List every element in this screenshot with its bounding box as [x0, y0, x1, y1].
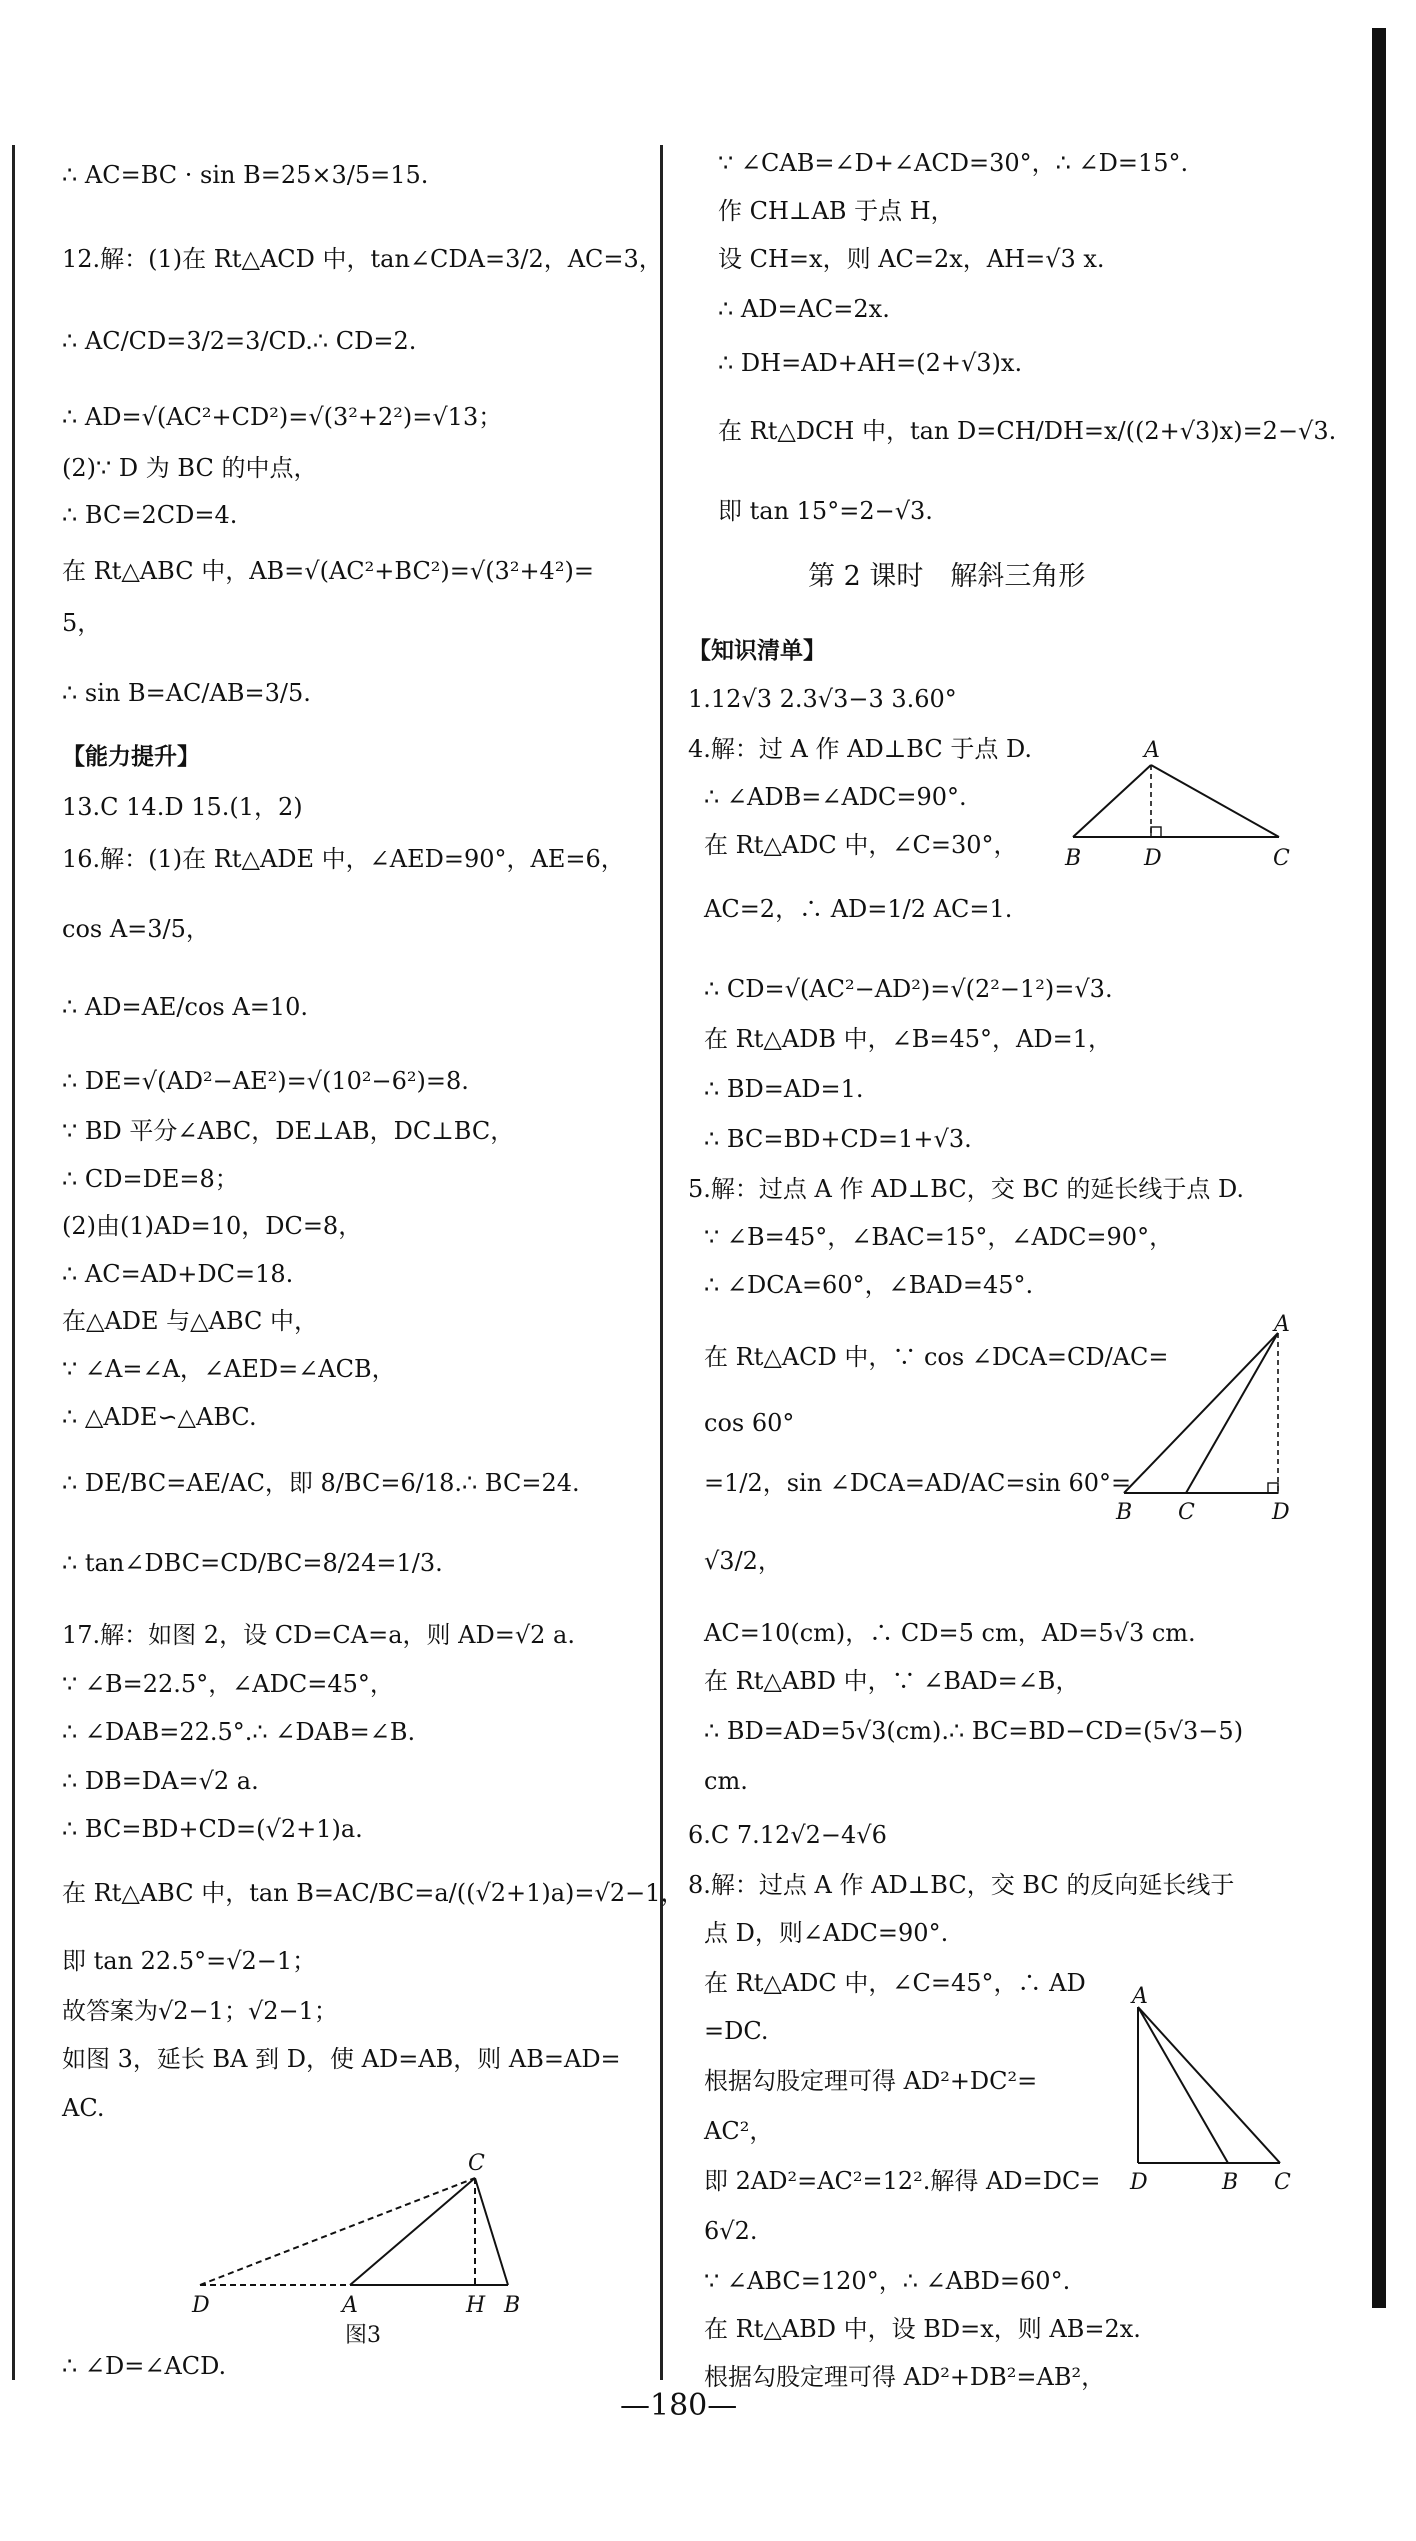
figure-3 [170, 2150, 570, 2350]
left-line: ∴ tan∠DBC=CD/BC=8/24=1/3. [62, 1549, 443, 1577]
label-A: A [1144, 738, 1160, 763]
left-line: ∴ AD=√(AC²+CD²)=√(3²+2²)=√13； [62, 403, 503, 431]
left-line: ∴ DE=√(AD²−AE²)=√(10²−6²)=8. [62, 1067, 469, 1095]
answers-13-15: 13.C 14.D 15.(1，2) [62, 793, 303, 821]
answers-1-3: 1.12√3 2.3√3−3 3.60° [688, 685, 957, 713]
problem-8: 8.解：过点 A 作 AD⊥BC，交 BC 的反向延长线于 [688, 1871, 1235, 1899]
right-line: 点 D，则∠ADC=90°. [704, 1919, 949, 1947]
label-D: D [1144, 846, 1162, 871]
right-line: =DC. [704, 2017, 769, 2045]
right-line: 在 Rt△ADC 中，∠C=30°， [704, 831, 1018, 859]
right-line: 在 Rt△ABD 中，∵ ∠BAD=∠B， [704, 1667, 1080, 1695]
segment-AB [1073, 765, 1151, 837]
figure-problem-5 [1110, 1312, 1310, 1525]
left-line: ∴ BC=2CD=4. [62, 501, 238, 529]
lesson-title: 第 2 课时 解斜三角形 [808, 561, 1086, 592]
right-line: ∴ BC=BD+CD=1+√3. [704, 1125, 972, 1153]
right-line: √3/2， [704, 1547, 782, 1575]
segment-AB [1124, 1333, 1278, 1493]
right-line: ∵ ∠B=45°，∠BAC=15°，∠ADC=90°， [704, 1223, 1174, 1251]
label-A: A [342, 2293, 358, 2318]
left-line: ∴ △ADE∽△ABC. [62, 1403, 257, 1431]
left-line: ∴ ∠D=∠ACD. [62, 2352, 227, 2380]
segment-AC [1138, 2007, 1280, 2163]
segment-DC [200, 2178, 475, 2285]
label-C: C [1274, 2170, 1291, 2195]
right-angle-mark [1151, 827, 1161, 837]
left-line: ∵ ∠A=∠A，∠AED=∠ACB， [62, 1355, 396, 1383]
segment-AB [1138, 2007, 1228, 2163]
right-line: ∴ DH=AD+AH=(2+√3)x. [718, 349, 1023, 377]
right-line: =1/2，sin ∠DCA=AD/AC=sin 60°= [704, 1469, 1132, 1497]
left-line: 如图 3，延长 BA 到 D，使 AD=AB，则 AB=AD= [62, 2045, 621, 2073]
problem-17: 17.解：如图 2，设 CD=CA=a，则 AD=√2 a. [62, 1621, 575, 1649]
left-line: 在△ADE 与△ABC 中， [62, 1307, 319, 1335]
problem-12: 12.解：(1)在 Rt△ACD 中，tan∠CDA=3/2，AC=3， [62, 245, 663, 273]
label-C: C [1178, 1500, 1195, 1525]
left-line: ∴ sin B=AC/AB=3/5. [62, 679, 311, 707]
label-B: B [504, 2293, 521, 2318]
left-line: AC. [62, 2094, 105, 2122]
right-line: 在 Rt△DCH 中，tan D=CH/DH=x/((2+√3)x)=2−√3. [718, 417, 1337, 445]
figure-problem-8 [1110, 1985, 1310, 2195]
label-A: A [1132, 1984, 1148, 2009]
label-C: C [468, 2151, 485, 2176]
right-angle-mark [1268, 1483, 1278, 1493]
right-line: ∵ ∠CAB=∠D+∠ACD=30°，∴ ∠D=15°. [718, 149, 1189, 177]
answers-6-7: 6.C 7.12√2−4√6 [688, 1821, 887, 1849]
problem-16: 16.解：(1)在 Rt△ADE 中，∠AED=90°，AE=6， [62, 845, 625, 873]
problem-5: 5.解：过点 A 作 AD⊥BC，交 BC 的延长线于点 D. [688, 1175, 1245, 1203]
left-line: 在 Rt△ABC 中，tan B=AC/BC=a/((√2+1)a)=√2−1， [62, 1879, 685, 1907]
segment-BC [475, 2178, 508, 2285]
problem-4: 4.解：过 A 作 AD⊥BC 于点 D. [688, 735, 1032, 763]
right-line: 在 Rt△ADB 中，∠B=45°，AD=1， [704, 1025, 1112, 1053]
right-line: 即 tan 15°=2−√3. [718, 497, 933, 525]
right-line: ∴ AD=AC=2x. [718, 295, 890, 323]
left-line: 在 Rt△ABC 中，AB=√(AC²+BC²)=√(3²+4²)= [62, 557, 594, 585]
right-line: 作 CH⊥AB 于点 H， [718, 197, 955, 225]
label-C: C [1273, 846, 1290, 871]
right-line: 在 Rt△ACD 中，∵ cos ∠DCA=CD/AC= [704, 1343, 1169, 1371]
left-line: 5， [62, 609, 102, 637]
page-edge-bar [1372, 28, 1386, 2308]
left-line: (2)由(1)AD=10，DC=8， [62, 1212, 363, 1240]
left-line: ∵ BD 平分∠ABC，DE⊥AB，DC⊥BC， [62, 1117, 515, 1145]
left-line: ∵ ∠B=22.5°，∠ADC=45°， [62, 1670, 394, 1698]
section-heading-ability: 【能力提升】 [62, 744, 200, 770]
left-line: ∴ CD=DE=8； [62, 1165, 239, 1193]
label-H: H [466, 2293, 486, 2318]
right-line: 根据勾股定理可得 AD²+DC²= [704, 2067, 1038, 2095]
right-line: ∵ ∠ABC=120°，∴ ∠ABD=60°. [704, 2267, 1071, 2295]
figure-caption: 图3 [345, 2323, 381, 2348]
right-line: 6√2. [704, 2217, 758, 2245]
label-A: A [1274, 1312, 1290, 1337]
left-line: ∴ AC/CD=3/2=3/CD.∴ CD=2. [62, 327, 417, 355]
left-line: 即 tan 22.5°=√2−1； [62, 1947, 317, 1975]
left-line: ∴ DE/BC=AE/AC，即 8/BC=6/18.∴ BC=24. [62, 1469, 580, 1497]
right-line: ∴ ∠DCA=60°，∠BAD=45°. [704, 1271, 1034, 1299]
left-line: (2)∵ D 为 BC 的中点， [62, 454, 318, 482]
segment-AC [1151, 765, 1279, 837]
right-line: 根据勾股定理可得 AD²+DB²=AB²， [704, 2363, 1106, 2391]
right-line: ∴ CD=√(AC²−AD²)=√(2²−1²)=√3. [704, 975, 1113, 1003]
right-line: 即 2AD²=AC²=12².解得 AD=DC= [704, 2167, 1101, 2195]
right-line: cos 60° [704, 1409, 795, 1437]
column-divider [660, 145, 663, 2380]
right-line: 在 Rt△ABD 中，设 BD=x，则 AB=2x. [704, 2315, 1141, 2343]
label-D: D [192, 2293, 210, 2318]
left-line: ∴ ∠DAB=22.5°.∴ ∠DAB=∠B. [62, 1718, 416, 1746]
right-line: ∴ ∠ADB=∠ADC=90°. [704, 783, 967, 811]
right-line: ∴ BD=AD=5√3(cm).∴ BC=BD−CD=(5√3−5) [704, 1717, 1244, 1745]
left-margin-rule [12, 145, 15, 2380]
label-B: B [1065, 846, 1082, 871]
right-line: cm. [704, 1767, 748, 1795]
label-B: B [1222, 2170, 1239, 2195]
right-line: ∴ BD=AD=1. [704, 1075, 864, 1103]
segment-AC [350, 2178, 475, 2285]
left-line: ∴ AD=AE/cos A=10. [62, 993, 308, 1021]
label-D: D [1130, 2170, 1148, 2195]
left-line: ∴ AC=AD+DC=18. [62, 1260, 294, 1288]
right-line: AC=10(cm)，∴ CD=5 cm，AD=5√3 cm. [704, 1619, 1196, 1647]
right-line: 在 Rt△ADC 中，∠C=45°，∴ AD [704, 1969, 1086, 1997]
right-line: 设 CH=x，则 AC=2x，AH=√3 x. [718, 245, 1105, 273]
right-line: AC²， [704, 2117, 774, 2145]
left-line: ∴ AC=BC · sin B=25×3/5=15. [62, 161, 429, 189]
label-D: D [1272, 1500, 1290, 1525]
left-line: cos A=3/5， [62, 915, 210, 943]
left-line: 故答案为√2−1；√2−1； [62, 1997, 338, 2025]
page-number: —180— [620, 2388, 738, 2423]
label-B: B [1116, 1500, 1133, 1525]
section-heading-knowledge: 【知识清单】 [688, 638, 826, 664]
left-line: ∴ BC=BD+CD=(√2+1)a. [62, 1815, 363, 1843]
figure-problem-4 [1065, 735, 1295, 875]
right-line: AC=2，∴ AD=1/2 AC=1. [704, 895, 1013, 923]
left-line: ∴ DB=DA=√2 a. [62, 1767, 259, 1795]
